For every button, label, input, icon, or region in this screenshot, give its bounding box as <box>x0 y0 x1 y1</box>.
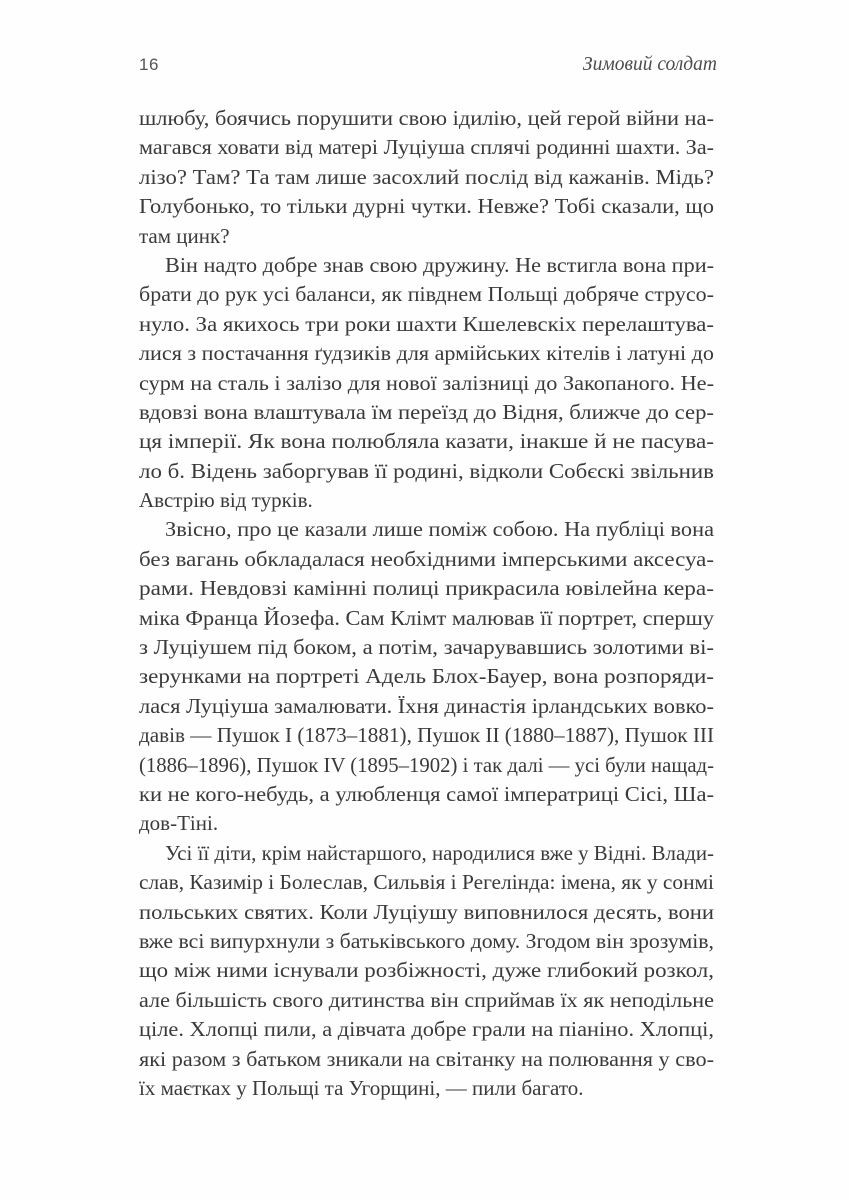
text-line <box>139 868 714 897</box>
text-line <box>139 310 714 339</box>
text-line-content: дов-Тіні. <box>139 811 219 836</box>
text-line <box>139 1074 714 1103</box>
text-line-content: але більшість свого дитинства він сприймав їх як неподільне <box>139 987 714 1012</box>
text-line-content: нуло. За якихось три роки шахти Кшелевскіх перелаштува- <box>139 311 714 336</box>
text-line <box>139 104 714 133</box>
text-line <box>139 457 714 486</box>
text-line-content: вже всі випурхнули з батьківського дому. Згодом він зрозумів, <box>139 928 714 953</box>
text-line-content: зерунками на портреті Адель Блох-Бауер, вона розпоряди- <box>139 664 714 689</box>
text-line <box>139 486 714 515</box>
text-line <box>139 163 714 192</box>
text-line-content: польських святих. Коли Луціушу виповнилося десять, вони <box>139 899 714 924</box>
paragraph <box>139 515 714 838</box>
text-line-content: Він надто добре знав свою дружину. Не встигла вона при- <box>165 252 714 277</box>
text-line <box>139 369 714 398</box>
text-line <box>139 692 714 721</box>
text-line <box>139 545 714 574</box>
text-line <box>139 398 714 427</box>
text-line-content: Усі її діти, крім найстаршого, народилися вже у Відні. Влади- <box>165 840 714 865</box>
text-line <box>139 927 714 956</box>
text-line <box>139 280 714 309</box>
text-line-content: брати до рук усі баланси, як півднем Польщі добряче струсо- <box>139 282 714 307</box>
text-line-content: міка Франца Йозефа. Сам Клімт малював її портрет, спершу <box>139 605 714 630</box>
paragraph <box>139 251 714 516</box>
page-number: 16 <box>139 55 159 74</box>
text-line-content: давів — Пушок I (1873–1881), Пушок II (1880–1887), Пушок III <box>139 723 714 748</box>
text-line-content: ціле. Хлопці пили, а дівчата добре грали на піаніно. Хлопці, <box>139 1017 714 1042</box>
text-line-content: лізо? Там? Та там лише засохлий послід від кажанів. Мідь? <box>139 164 714 189</box>
text-line-content: там цинк? <box>139 223 230 248</box>
text-line <box>139 633 714 662</box>
text-line <box>139 662 714 691</box>
text-line-content: їх маєтках у Польщі та Угорщині, — пили багато. <box>139 1075 584 1100</box>
text-line-content: сурм на сталь і залізо для нової залізниці до Закопаного. Не- <box>139 370 714 395</box>
text-line-content: слав, Казимір і Болеслав, Сильвія і Регелінда: імена, як у сонмі <box>139 870 715 895</box>
page-header <box>139 54 717 76</box>
text-line-content: магався ховати від матері Луціуша сплячі родинні шахти. За- <box>139 135 715 160</box>
text-line-content: Голубонько, то тільки дурні чутки. Невже? Тобі сказали, що <box>139 194 714 219</box>
text-line-content: Австрію від турків. <box>139 488 313 513</box>
text-line-content: Звісно, про це казали лише поміж собою. На публіці вона <box>165 517 714 542</box>
text-line-content: що між ними існували розбіжності, дуже глибокий розкол, <box>139 958 714 983</box>
text-line <box>139 133 714 162</box>
text-line <box>139 809 714 838</box>
text-line-content: лася Луціуша замалювати. Їхня династія ірландських вовко- <box>139 693 714 718</box>
text-line-content: лися з постачання ґудзиків для армійських кітелів і латуні до <box>139 341 715 366</box>
text-line-content: рами. Невдовзі камінні полиці прикрасила ювілейна кера- <box>139 576 714 601</box>
text-line-content: без вагань обкладалася необхідними імперськими аксесуа- <box>139 546 714 571</box>
paragraph <box>139 104 714 251</box>
text-line <box>139 574 714 603</box>
text-line <box>139 251 714 280</box>
text-line <box>139 192 714 221</box>
text-line <box>139 956 714 985</box>
text-line <box>139 604 714 633</box>
text-line <box>139 986 714 1015</box>
text-line <box>139 1045 714 1074</box>
text-line-content: ки не кого-небудь, а улюбленця самої імператриці Сісі, Ша- <box>139 781 714 806</box>
text-line-content: які разом з батьком зникали на світанку на полювання у сво- <box>139 1046 714 1071</box>
text-line-content: (1886–1896), Пушок IV (1895–1902) і так далі — усі були нащад- <box>139 752 714 777</box>
text-line <box>139 515 714 544</box>
text-line <box>139 339 714 368</box>
text-line <box>139 751 714 780</box>
text-line-content: ло б. Відень заборгував її родині, відколи Собєскі звільнив <box>139 458 714 483</box>
text-line <box>139 898 714 927</box>
text-line <box>139 780 714 809</box>
text-line <box>139 1015 714 1044</box>
text-line-content: шлюбу, боячись порушити свою ідилію, цей герой війни на- <box>139 106 714 130</box>
text-line-content: ця імперії. Як вона полюбляла казати, інакше й не пасува- <box>139 429 714 454</box>
text-line <box>139 427 714 456</box>
text-block <box>139 104 714 1103</box>
text-line-content: з Луціушем під боком, а потім, зачарувавшись золотими ві- <box>139 635 715 660</box>
running-title: Зимовий солдат <box>582 54 717 75</box>
text-line <box>139 721 714 750</box>
text-line-content: вдовзі вона влаштувала їм переїзд до Відня, ближче до сер- <box>139 399 714 424</box>
paragraph <box>139 839 714 1104</box>
text-line <box>139 222 714 251</box>
text-line <box>139 839 714 868</box>
